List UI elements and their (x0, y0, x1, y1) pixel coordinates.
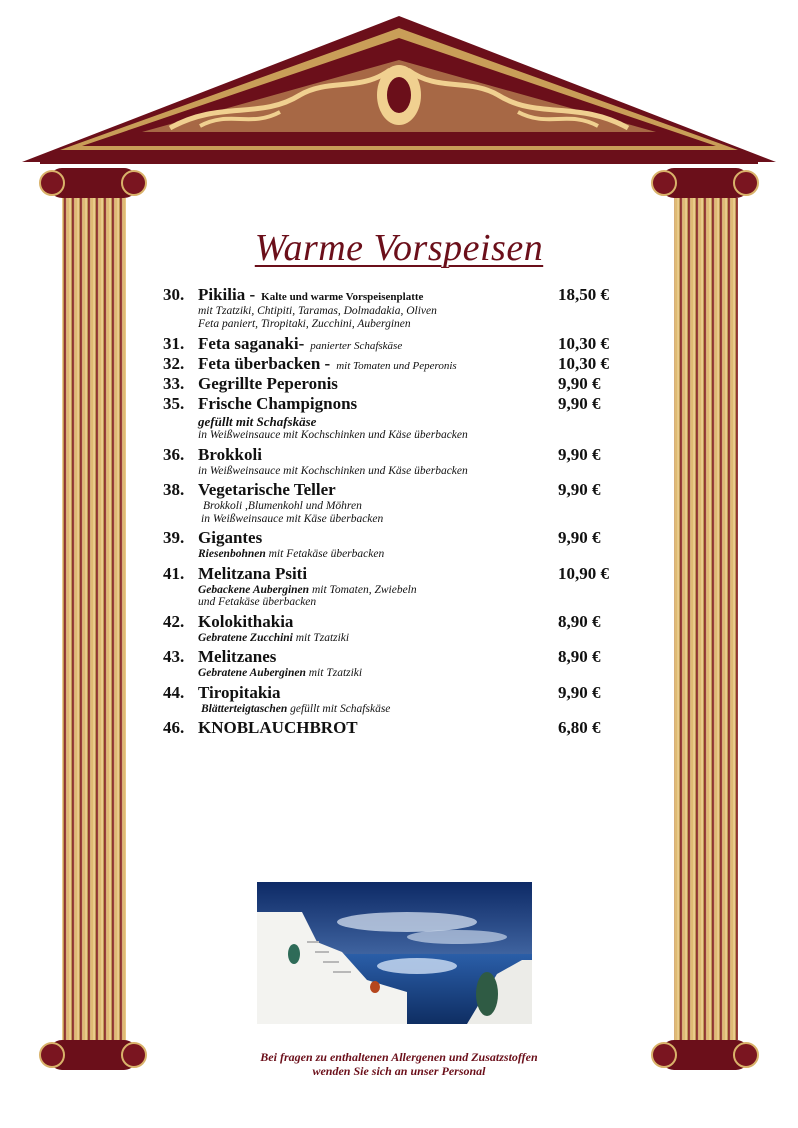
item-number: 46. (163, 718, 185, 737)
item-number: 41. (163, 563, 185, 583)
item-subtitle: mit Tomaten und Peperonis (336, 360, 457, 372)
item-subtitle: panierter Schafskäse (310, 340, 403, 352)
item-price: 8,90 € (558, 647, 601, 666)
menu-item-43 (163, 647, 623, 680)
item-subtitle: Kalte und warme Vorspeisenplatte (261, 291, 424, 303)
right-column (652, 168, 758, 1070)
item-price: 9,90 € (558, 682, 601, 702)
item-description: in Weißweinsauce mit Kochschinken und Käse überbacken (198, 429, 468, 441)
item-description: Brokkoli ,Blumenkohl und Möhren (203, 500, 362, 512)
item-description: Gebratene Zucchini mit Tzatziki (198, 631, 350, 644)
item-number: 38. (163, 480, 185, 499)
item-price: 9,90 € (558, 444, 601, 464)
left-column (40, 168, 146, 1070)
item-number: 31. (163, 334, 185, 353)
item-number: 36. (163, 444, 185, 464)
item-number: 35. (163, 394, 185, 413)
item-description: Gebratene Auberginen mit Tzatziki (198, 667, 363, 679)
item-description: gefüllt mit Schafskäse (198, 414, 317, 429)
menu-item-46 (163, 718, 623, 738)
item-price: 18,50 € (558, 285, 609, 304)
menu-item-31 (163, 334, 623, 354)
footer-line: wenden Sie sich an unser Personal (312, 1064, 486, 1078)
item-price: 9,90 € (558, 528, 601, 547)
item-price: 9,90 € (558, 394, 601, 413)
footer-line: Bei fragen zu enthaltenen Allergenen und Zusatzstoffen (260, 1050, 538, 1064)
menu-item-35 (163, 394, 623, 442)
item-price: 10,30 € (558, 334, 609, 353)
item-number: 39. (163, 528, 185, 547)
item-name: Melitzana Psiti (198, 563, 308, 583)
item-description: in Weißweinsauce mit Käse überbacken (201, 512, 384, 525)
item-description: mit Tzatziki, Chtipiti, Taramas, Dolmadakia, Oliven (198, 305, 437, 317)
item-name: Gegrillte Peperonis (198, 374, 338, 393)
item-number: 32. (163, 354, 185, 373)
item-name: Gigantes (198, 528, 263, 547)
menu-item-32 (163, 354, 623, 374)
menu-item-30 (163, 285, 623, 330)
santorini-photo (257, 882, 532, 1024)
menu-item-38 (163, 480, 623, 525)
item-price: 6,80 € (558, 718, 601, 737)
menu-list (163, 285, 623, 738)
item-description: Riesenbohnen mit Fetakäse überbacken (198, 548, 385, 560)
item-name: Brokkoli (198, 444, 262, 464)
item-description: Blätterteigtaschen gefüllt mit Schafskäse (201, 702, 391, 715)
item-name: KNOBLAUCHBROT (198, 718, 358, 737)
item-name: Vegetarische Teller (198, 480, 336, 499)
item-price: 9,90 € (558, 480, 601, 499)
item-name: Feta überbacken - mit Tomaten und Peperonis (198, 354, 457, 373)
menu-item-33 (163, 374, 623, 394)
item-name: Frische Champignons (198, 394, 358, 413)
menu-item-39 (163, 528, 623, 561)
item-price: 10,30 € (558, 354, 609, 373)
item-number: 43. (163, 647, 185, 666)
pediment (22, 16, 776, 164)
item-price: 10,90 € (558, 563, 609, 583)
item-description: Gebackene Auberginen mit Tomaten, Zwiebeln (198, 583, 417, 596)
menu-item-41 (163, 564, 623, 609)
allergen-notice (0, 1050, 798, 1078)
item-description: und Fetakäse überbacken (198, 596, 317, 608)
menu-item-36 (163, 445, 623, 478)
item-number: 44. (163, 682, 185, 702)
item-number: 33. (163, 374, 185, 393)
item-price: 8,90 € (558, 611, 601, 631)
item-name: Melitzanes (198, 647, 277, 666)
item-name: Kolokithakia (198, 611, 294, 631)
menu-item-44 (163, 683, 623, 716)
page-title: Warme Vorspeisen (254, 227, 544, 269)
item-description: in Weißweinsauce mit Kochschinken und Käse überbacken (198, 464, 468, 477)
menu-item-42 (163, 612, 623, 645)
item-price: 9,90 € (558, 374, 601, 393)
item-name: Pikilia - Kalte und warme Vorspeisenplatte (198, 285, 424, 304)
item-number: 42. (163, 611, 185, 631)
item-name: Tiropitakia (198, 682, 281, 702)
item-number: 30. (163, 285, 185, 304)
item-description: Feta paniert, Tiropitaki, Zucchini, Auberginen (198, 317, 411, 330)
item-name: Feta saganaki- panierter Schafskäse (198, 334, 403, 353)
